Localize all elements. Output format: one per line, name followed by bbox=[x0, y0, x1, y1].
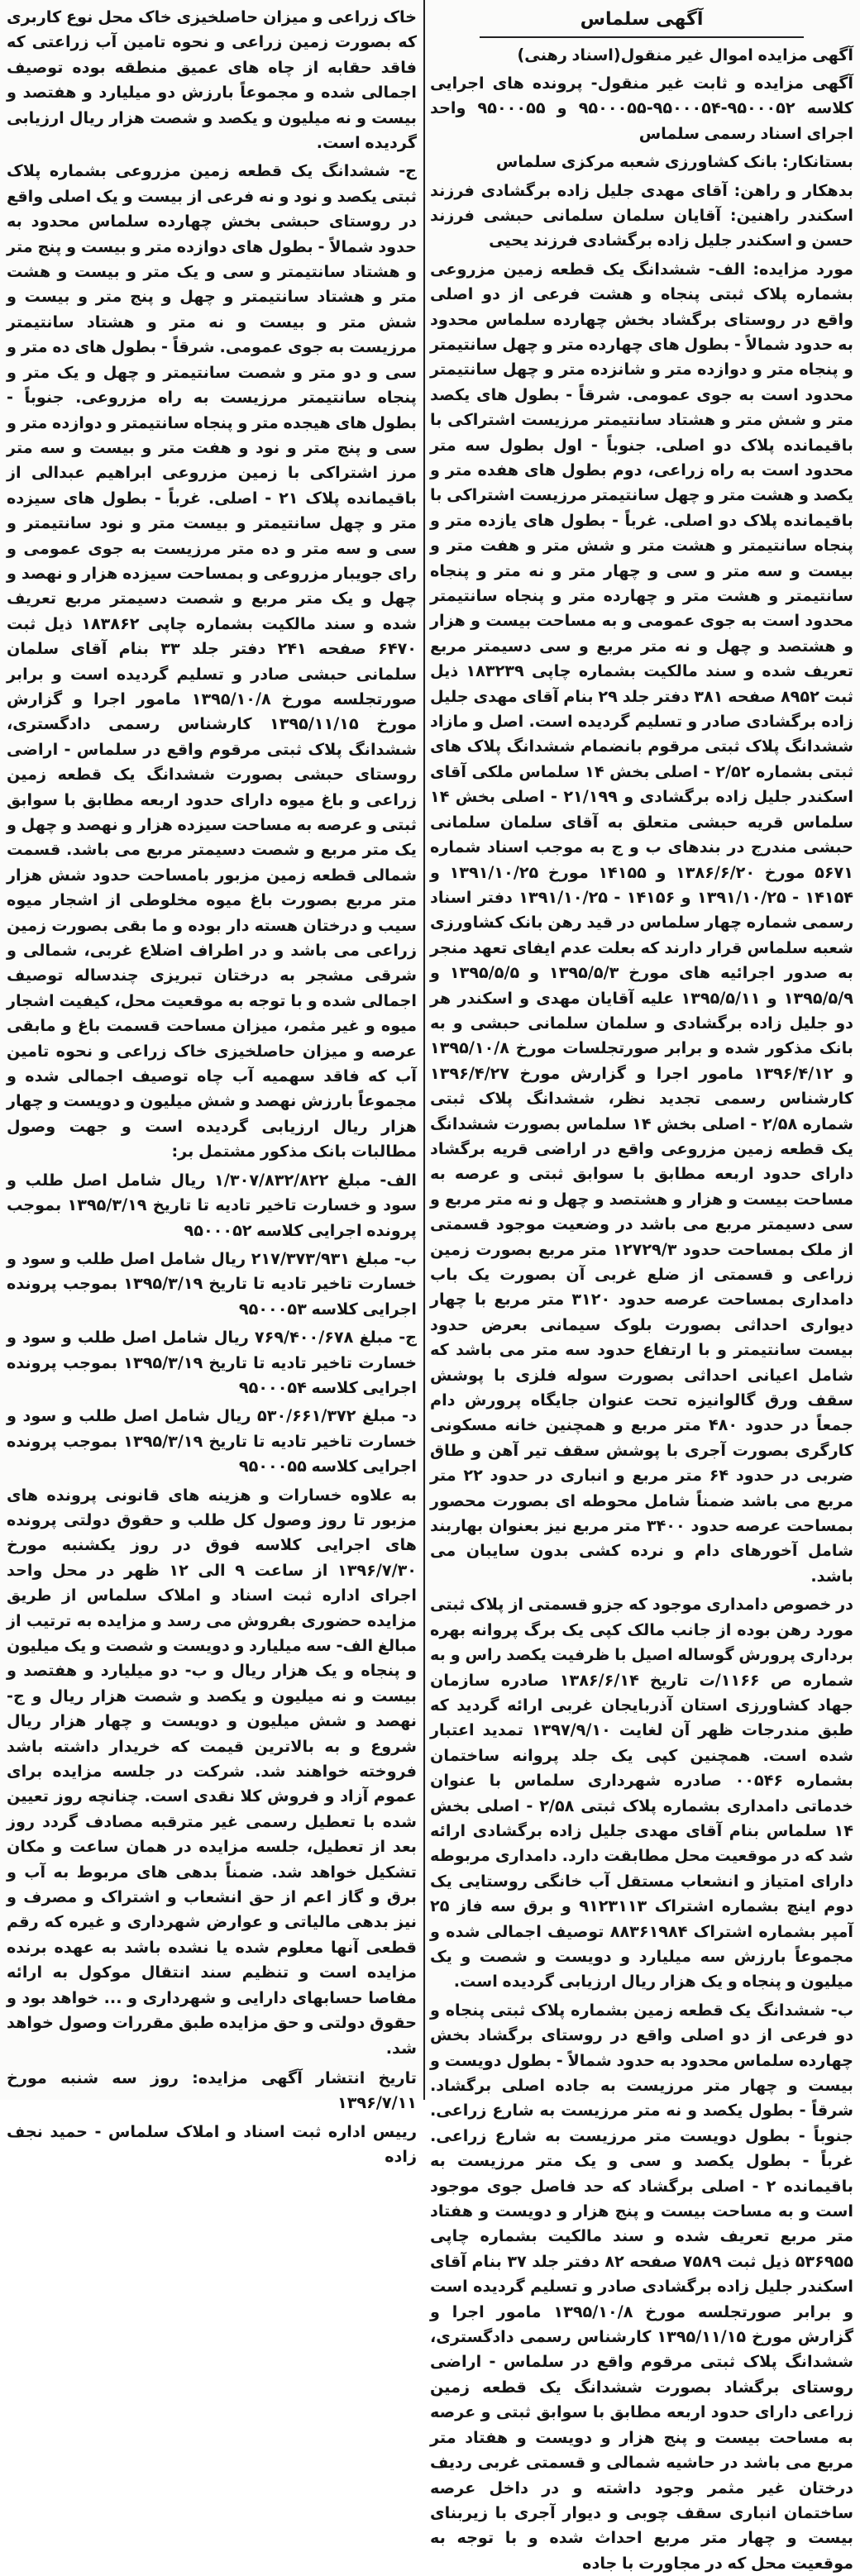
auction-item-b: ب- ششدانگ یک قطعه زمین بشماره پلاک ثبتی پنجاه و دو فرعی از دو اصلی واقع در روستای برگشاد بخش چهارده سلماس محدود به حدود شمالاً - بطول دویست و بیست و چهار متر مرزیست به جاده اصلی برگشاد. شرقاً - بطول یکصد و نه متر مرزیست به شارع زراعی. جنوباً - بطول دویست متر مرزیست به شارع زراعی. غرباً - بطول یکصد و سی و یک متر مرزیست به باقیمانده ۲ - اصلی برگشاد که حد فاصل جوی موجود است و به مساحت بیست و پنج هزار و دویست و هفتاد متر مربع تعریف شده و سند مالکیت بشماره چاپی ۵۳۶۹۵۵ ذیل ثبت ۷۵۸۹ صفحه ۸۲ دفتر جلد ۳۷ بنام آقای اسکندر جلیل زاده برگشادی صادر و تسلیم گردیده است و برابر صورتجلسه مورخ ۱۳۹۵/۱۰/۸ مامور اجرا و گزارش مورخ ۱۳۹۵/۱۱/۱۵ کارشناس رسمی دادگستری، ششدانگ پلاک ثبتی مرقوم واقع در سلماس - اراضی روستای برگشاد بصورت ششدانگ یک قطعه زمین زراعی دارای حدود اربعه مطابق با سوابق ثبتی و عرصه به مساحت بیست و پنج هزار و دویست و هفتاد متر مربع می باشد در حاشیه شمالی و قسمتی غربی ردیف درختان غیر مثمر وجود داشته و در داخل عرصه ساختمان انباری سقف چوبی و دیوار آجری با زیربنای بیست و چهار متر مربع احداث شده و با توجه به موقعیت محل که در مجاورت با جاده bbox=[430, 2000, 854, 2573]
debtors: بدهکار و راهن: آقای مهدی جلیل زاده برگشادی فرزند اسکندر راهنین: آقایان سلمان سلمانی حبشی فرزند حسن و اسکندر جلیل زاده برگشادی فرزند یحیی bbox=[430, 180, 853, 250]
creditor: بستانکار: بانک کشاورزی شعبه مرکزی سلماس bbox=[495, 152, 853, 172]
notice-heading: آگهی سلماس bbox=[580, 9, 704, 30]
publication-date: تاریخ انتشار آگهی مزایده: روز سه شنبه مورخ ۱۳۹۶/۷/۱۱ bbox=[7, 2068, 417, 2113]
left-column bbox=[0, 0, 423, 2167]
heading-rule bbox=[480, 36, 804, 38]
column-divider bbox=[423, 0, 425, 2100]
auction-item-c: ج- ششدانگ یک قطعه زمین مزروعی بشماره پلاک ثبتی یکصد و نود و نه فرعی از بیست و یک اصلی واقع در روستای حبشی بخش چهارده سلماس محدود به حدود شمالاً - بطول های دوازده متر و بیست و پنج متر و هشتاد سانتیمتر و سی و یک متر و بیست و هشت متر و هشتاد سانتیمتر و چهل و پنج متر و بیست و شش متر و بیست و نه متر و هشتاد سانتیمتر مرزیست به جوی عمومی. شرقاً - بطول های ده متر و سی و دو متر و شصت سانتیمتر و چهل و یک متر و پنجاه سانتیمتر مرزیست به راه مزروعی. جنوباً - بطول های هیجده متر و پنجاه سانتیمتر و دوازده متر و سی و پنج متر و نود و هفت متر و بیست و سه متر مرز اشتراکی با زمین مزروعی ابراهیم عبدالی از باقیمانده پلاک ۲۱ - اصلی. غرباً - بطول های سیزده متر و چهل سانتیمتر و بیست متر و نود سانتیمتر و سی و سه متر و ده متر مرزیست به جوی عمومی و رای جویبار مزروعی و بمساحت سیزده هزار و نهصد و چهل و یک متر مربع و شصت دسیمتر مربع تعریف شده و سند مالکیت بشماره چاپی ۱۸۳۸۶۲ ذیل ثبت ۶۴۷۰ صفحه ۲۴۱ دفتر جلد ۳۳ بنام آقای سلمان سلمانی حبشی صادر و تسلیم گردیده است و برابر صورتجلسه مورخ ۱۳۹۵/۱۰/۸ مامور اجرا و گزارش مورخ ۱۳۹۵/۱۱/۱۵ کارشناس رسمی دادگستری، ششدانگ پلاک ثبتی مرقوم واقع در سلماس - اراضی روستای حبشی بصورت ششدانگ یک قطعه زمین زراعی و باغ میوه دارای حدود اربعه مطابق با سوابق ثبتی و عرصه به مساحت سیزده هزار و نهصد و چهل و یک متر مربع و شصت دسیمتر مربع می باشد. قسمت شمالی قطعه زمین مزبور بامساحت حدود شش هزار متر مربع بصورت باغ میوه مخلوطی از اشجار میوه سیب و درختان هسته دار بوده و ما بقی بصورت زمین زراعی می باشد و در اطراف اضلاع غربی، شمالی و شرقی مشجر به درختان تبریزی چندساله توصیف اجمالی شده و با توجه به موقعیت محل، کیفیت اشجار میوه و غیر مثمر، میزان مساحت قسمت باغ و مابقی عرصه و میزان حاصلخیزی خاک زراعی و نحوه تامین آب که فاقد سهمیه آب چاه توصیف اجمالی شده و مجموعاً بارزش نهصد و شش میلیون و دویست و چهار هزار ریال ارزیابی گردیده است و جهت وصول مطالبات بانک مذکور مشتمل بر: bbox=[7, 161, 418, 1162]
claim-b: ب- مبلغ ۲۱۷/۳۷۳/۹۳۱ ریال شامل اصل طلب و سود و خسارت تاخیر تادیه تا تاریخ ۱۳۹۵/۳/۱۹ بموجب پرونده اجرایی کلاسه ۹۵۰۰۰۵۳ bbox=[7, 1248, 417, 1319]
claim-c: ج- مبلغ ۷۶۹/۴۰۰/۶۷۸ ریال شامل اصل طلب و سود و خسارت تاخیر تادیه تا تاریخ ۱۳۹۵/۳/۱۹ بموجب پرونده اجرایی کلاسه ۹۵۰۰۰۵۴ bbox=[7, 1328, 417, 1397]
auction-terms: به علاوه خسارات و هزینه های قانونی پرونده های مزبور تا روز وصول کل طلب و حقوق دولتی پرونده های اجرایی کلاسه فوق در روز یکشنبه مورخ ۱۳۹۶/۷/۳۰ از ساعت ۹ الی ۱۲ ظهر در محل واحد اجرای اداره ثبت اسناد و املاک سلماس از طریق مزایده حضوری بفروش می رسد و مزایده به ترتیب از مبالغ الف- سه میلیارد و دویست و شصت و یک میلیون و پنجاه و یک هزار ریال و ب- دو میلیارد و هفتصد و بیست و نه میلیون و یکصد و شصت هزار ریال و ج- نهصد و شش میلیون و دویست و چهار هزار ریال شروع و به بالاترین قیمت که خریدار داشته باشد فروخته خواهند شد. شرکت در جلسه مزایده برای عموم آزاد و فروش کلا نقدی است. چنانچه روز تعیین شده با تعطیل رسمی غیر مترقبه مصادف گردد روز بعد از تعطیل، جلسه مزایده در همان ساعت و مکان تشکیل خواهد شد. ضمناً بدهی های مربوط به آب و برق و گاز اعم از حق انشعاب و اشتراک و مصرف و نیز بدهی مالیاتی و عوارض شهرداری و غیره که رقم قطعی آنها معلوم شده یا نشده باشد به عهده برنده مزایده است و تنظیم سند انتقال موکول به ارائه مفاصا حسابهای دارایی و شهرداری و ... خواهد بود و حقوق دولتی و حق مزایده طبق مقررات وصول خواهد شد. bbox=[7, 1485, 417, 2058]
claim-d: د- مبلغ ۵۳۰/۶۶۱/۳۷۲ ریال شامل اصل طلب و سود و خسارت تاخیر تادیه تا تاریخ ۱۳۹۵/۳/۱۹ بموجب پرونده اجرایی کلاسه ۹۵۰۰۰۵۵ bbox=[7, 1406, 417, 1476]
signature: رییس اداره ثبت اسناد و املاک سلماس - حمید نجف زاده bbox=[7, 2121, 417, 2167]
claim-a: الف- مبلغ ۱/۳۰۷/۸۳۲/۸۲۲ ریال شامل اصل طلب و سود و خسارت تاخیر تادیه تا تاریخ ۱۳۹۵/۳/۱۹ بموجب پرونده اجرایی کلاسه ۹۵۰۰۰۵۲ bbox=[7, 1170, 417, 1240]
dairy-farm-details: در خصوص دامداری موجود که جزو قسمتی از پلاک ثبتی مورد رهن بوده از جانب مالک کپی یک برگ پروانه بهره برداری پرورش گوساله اصیل با ظرفیت یکصد راس و به شماره ص ۱۱۶۶/ت تاریخ ۱۳۸۶/۶/۱۴ صادره سازمان جهاد کشاورزی استان آذربایجان غربی ارائه گردید که طبق مندرجات ظهر آن لغایت ۱۳۹۷/۹/۱۰ تمدید اعتبار شده است. همچنین کپی یک جلد پروانه ساختمان بشماره ۰۰۵۴۶ صادره شهرداری سلماس با عنوان خدماتی دامداری بشماره پلاک ثبتی ۲/۵۸ - اصلی بخش ۱۴ سلماس بنام آقای مهدی جلیل زاده برگشادی ارائه شد که در موقعیت محل مطابقت دارد. دامداری مربوطه دارای امتیاز و انشعاب مستقل آب خانگی روستایی یک دوم اینچ بشماره اشتراک ۹۱۲۳۱۱۳ و برق سه فاز ۲۵ آمپر بشماره اشتراک ۸۸۳۶۱۹۸۴ توصیف اجمالی شده و مجموعاً بارزش سه میلیارد و دویست و شصت و یک میلیون و پنجاه و یک هزار ریال ارزیابی گردیده است. bbox=[430, 1595, 854, 1992]
auction-item-a: مورد مزایده: الف- ششدانگ یک قطعه زمین مزروعی بشماره پلاک ثبتی پنجاه و هشت فرعی از دو اصلی واقع در روستای برگشاد بخش چهارده سلماس محدود به حدود شمالاً - بطول های چهارده متر و چهل سانتیمتر و پنجاه متر و دوازده متر و شانزده متر و چهل سانتیمتر محدود است به جوی عمومی. شرقاً - بطول های یکصد متر و شش متر و هشتاد سانتیمتر مرزیست اشتراکی با باقیمانده پلاک دو اصلی. جنوباً - اول بطول سه متر محدود است به راه زراعی، دوم بطول های هفده متر و یکصد و هشت متر و چهل سانتیمتر مرزیست اشتراکی با باقیمانده پلاک دو اصلی. غرباً - بطول های یازده متر و پنجاه سانتیمتر و هشت متر و شش متر و هفت متر و بیست و سه متر و سی و چهار متر و نه متر و پنجاه سانتیمتر و هشت متر و چهارده متر و پنجاه سانتیمتر محدود است به جوی عمومی و به مساحت بیست و هزار و هشتصد و چهل و نه متر مربع و سی دسیمتر مربع تعریف شده و سند مالکیت بشماره چاپی ۱۸۳۲۳۹ ذیل ثبت ۸۹۵۲ صفحه ۳۸۱ دفتر جلد ۲۹ بنام آقای مهدی جلیل زاده برگشادی صادر و تسلیم گردیده است. اصل و مازاد ششدانگ پلاک ثبتی مرقوم بانضمام ششدانگ پلاک های ثبتی بشماره ۲/۵۲ - اصلی بخش ۱۴ سلماس ملکی آقای اسکندر جلیل زاده برگشادی و ۲۱/۱۹۹ - اصلی بخش ۱۴ سلماس قریه حبشی متعلق به آقای سلمان سلمانی حبشی مندرج در بندهای ب و ج به موجب اسناد شماره ۵۶۷۱ مورخ ۱۳۸۶/۶/۲۰ و ۱۴۱۵۵ مورخ ۱۳۹۱/۱۰/۲۵ و ۱۴۱۵۴ - ۱۳۹۱/۱۰/۲۵ و ۱۴۱۵۶ - ۱۳۹۱/۱۰/۲۵ دفتر اسناد رسمی شماره چهار سلماس در قید رهن بانک کشاورزی شعبه سلماس قرار دارند که بعلت عدم ایفای تعهد منجر به صدور اجرائیه های مورخ ۱۳۹۵/۵/۳ و ۱۳۹۵/۵/۵ و ۱۳۹۵/۵/۹ و ۱۳۹۵/۵/۱۱ علیه آقایان مهدی و اسکندر هر دو جلیل زاده برگشادی و سلمان سلمانی حبشی و به بانک مذکور شده و برابر صورتجلسات مورخ ۱۳۹۵/۱۰/۸ و ۱۳۹۶/۴/۱۲ مامور اجرا و گزارش مورخ ۱۳۹۶/۴/۲۷ کارشناس رسمی تجدید نظر، ششدانگ پلاک ثبتی شماره ۲/۵۸ - اصلی بخش ۱۴ سلماس بصورت ششدانگ یک قطعه زمین مزروعی واقع در اراضی قریه برگشاد دارای حدود اربعه مطابق با سوابق ثبتی و عرصه به مساحت بیست و هزار و هشتصد و چهل و نه متر مربع و سی دسیمتر مربع می باشد در وضعیت موجود قسمتی از ملک بمساحت حدود ۱۲۷۲۹/۳ متر مربع بصورت زمین زراعی و قسمتی از ضلع غربی آن بصورت یک باب دامداری بمساحت عرصه حدود ۳۱۲۰ متر مربع با چهار دیواری احداثی بصورت بلوک سیمانی بعرض حدود بیست سانتیمتر و با ارتفاع حدود سه متر می باشد که شامل اعیانی احداثی بصورت سوله فلزی با پوشش سقف ورق گالوانیزه تحت عنوان جایگاه پرورش دام جمعاً در حدود ۴۸۰ متر مربع و همچنین خانه مسکونی کارگری بصورت آجری با پوشش سقف تیر آهن و طاق ضربی در حدود ۶۴ متر مربع و انباری در حدود ۲۲ متر مربع می باشد ضمناً شامل محوطه ای بصورت محصور بمساحت عرصه حدود ۳۴۰۰ متر مربع نیز بعنوان بهاربند شامل آخورهای دام و نرده کشی بدون سایبان می باشد. bbox=[430, 259, 854, 1586]
item-b-continuation: خاک زراعی و میزان حاصلخیزی خاک محل نوع کاربری که بصورت زمین زراعی و نحوه تامین آب زراعتی که فاقد حقابه از چاه های عمیق منطقه بوده توصیف اجمالی شده و مجموعاً بارزش دو میلیارد و هفتصد و بیست و نه میلیون و یکصد و شصت هزار ریال ارزیابی گردیده است. bbox=[7, 7, 417, 153]
case-numbers: آگهی مزایده و ثابت غیر منقول- پرونده های اجرایی کلاسه ۹۵۰۰۰۵۲-۹۵۰۰۰۵۴-۹۵۰۰۰۵۵ و ۹۵۰۰۰۵۵ واحد اجرای اسناد رسمی سلماس bbox=[430, 73, 853, 143]
right-column bbox=[423, 0, 860, 2573]
notice-subtitle: آگهی مزایده اموال غیر منقول(اسناد رهنی) bbox=[517, 45, 853, 64]
